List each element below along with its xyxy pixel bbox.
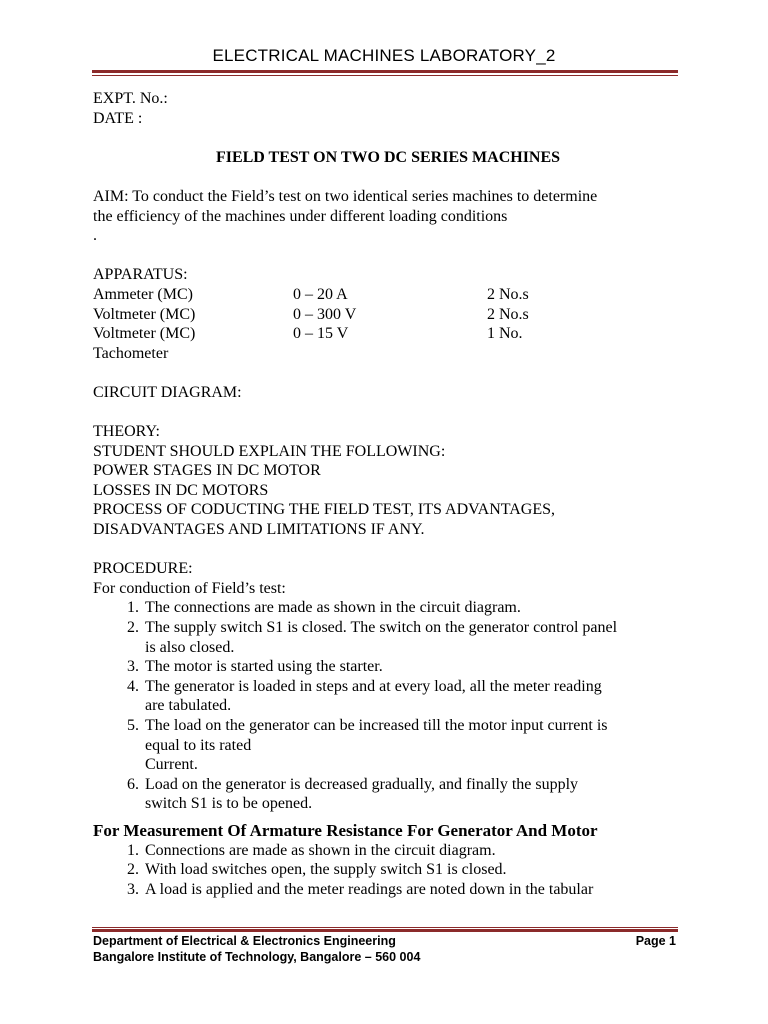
- step-number: 5.: [127, 717, 139, 734]
- step-number: 3.: [127, 880, 139, 898]
- step-text: The generator is loaded in steps and at every load, all the meter reading: [145, 677, 602, 695]
- apparatus-qty: 2 No.s: [487, 305, 529, 323]
- measurement-step: [93, 880, 683, 900]
- aim-line-1: AIM: To conduct the Field’s test on two identical series machines to determine: [93, 187, 598, 205]
- theory-line: STUDENT SHOULD EXPLAIN THE FOLLOWING:: [93, 442, 446, 460]
- procedure-step: [93, 618, 683, 657]
- footer-institute: Bangalore Institute of Technology, Bangalore – 560 004: [93, 950, 421, 964]
- step-text: The load on the generator can be increased till the motor input current is: [145, 717, 608, 734]
- step-text: The motor is started using the starter.: [145, 658, 383, 676]
- step-number: 6.: [127, 775, 139, 793]
- step-text: is also closed.: [145, 638, 235, 656]
- document-body: [93, 89, 683, 899]
- step-number: 4.: [127, 677, 139, 695]
- footer-rule: [92, 929, 678, 932]
- step-number: 1.: [127, 599, 139, 617]
- header-rule-thin: [92, 75, 678, 76]
- apparatus-name: Voltmeter (MC): [93, 305, 196, 323]
- apparatus-row: [93, 344, 683, 364]
- step-number: 1.: [127, 841, 139, 859]
- step-number: 3.: [127, 658, 139, 676]
- step-text: Current.: [145, 756, 198, 774]
- aim-line-3: .: [93, 227, 97, 245]
- footer-department: Department of Electrical & Electronics Engineering: [93, 934, 396, 948]
- procedure-step: [93, 598, 683, 618]
- theory-line: POWER STAGES IN DC MOTOR: [93, 462, 321, 480]
- step-text: switch S1 is to be opened.: [145, 795, 313, 813]
- page-number: Page 1: [635, 934, 676, 948]
- step-number: 2.: [127, 861, 139, 879]
- apparatus-qty: 2 No.s: [487, 285, 529, 303]
- header-rule: [92, 70, 678, 73]
- theory-line: DISADVANTAGES AND LIMITATIONS IF ANY.: [93, 521, 425, 539]
- measurement-heading: For Measurement Of Armature Resistance For Generator And Motor: [93, 820, 598, 840]
- step-number: 2.: [127, 619, 139, 637]
- page-footer: [93, 933, 676, 965]
- procedure-steps: [93, 598, 683, 814]
- apparatus-row: [93, 305, 683, 325]
- expt-no: EXPT. No.:: [93, 90, 168, 107]
- apparatus-name: Ammeter (MC): [93, 285, 193, 303]
- apparatus-range: 0 – 300 V: [293, 305, 357, 323]
- procedure-step: [93, 775, 683, 814]
- step-text: Load on the generator is decreased gradually, and finally the supply: [145, 775, 579, 793]
- step-text: A load is applied and the meter readings are noted down in the tabular: [145, 880, 594, 898]
- procedure-step: [93, 657, 683, 677]
- apparatus-heading: APPARATUS:: [93, 266, 188, 284]
- apparatus-name: Tachometer: [93, 344, 169, 362]
- measurement-step: [93, 860, 683, 880]
- apparatus-qty: 1 No.: [487, 325, 523, 343]
- running-header: ELECTRICAL MACHINES LABORATORY_2: [212, 46, 556, 65]
- footer-rule-thin: [92, 927, 678, 928]
- step-text: equal to its rated: [145, 736, 252, 754]
- step-text: Connections are made as shown in the circuit diagram.: [145, 841, 496, 859]
- aim-line-2: the efficiency of the machines under different loading conditions: [93, 207, 508, 225]
- step-text: are tabulated.: [145, 697, 232, 715]
- procedure-subheading: For conduction of Field’s test:: [93, 579, 286, 597]
- step-text: The supply switch S1 is closed. The switch on the generator control panel: [145, 619, 618, 637]
- theory-heading: THEORY:: [93, 423, 160, 441]
- measurement-steps: [93, 841, 683, 900]
- date: DATE :: [93, 109, 143, 127]
- theory-line: PROCESS OF CODUCTING THE FIELD TEST, ITS ADVANTAGES,: [93, 501, 556, 519]
- procedure-step: [93, 677, 683, 716]
- step-text: With load switches open, the supply switch S1 is closed.: [145, 861, 507, 879]
- document-title: FIELD TEST ON TWO DC SERIES MACHINES: [215, 148, 561, 166]
- apparatus-range: [293, 344, 487, 364]
- circuit-diagram-heading: CIRCUIT DIAGRAM:: [93, 383, 242, 401]
- apparatus-name: Voltmeter (MC): [93, 325, 196, 343]
- theory-line: LOSSES IN DC MOTORS: [93, 481, 269, 499]
- apparatus-range: 0 – 15 V: [293, 325, 349, 343]
- apparatus-row: [93, 285, 683, 305]
- apparatus-row: [93, 324, 683, 344]
- measurement-step: [93, 841, 683, 861]
- apparatus-range: 0 – 20 A: [293, 285, 348, 303]
- procedure-heading: PROCEDURE:: [93, 560, 193, 578]
- step-text: The connections are made as shown in the circuit diagram.: [145, 599, 521, 617]
- procedure-step: [93, 716, 683, 775]
- apparatus-list: [93, 285, 683, 363]
